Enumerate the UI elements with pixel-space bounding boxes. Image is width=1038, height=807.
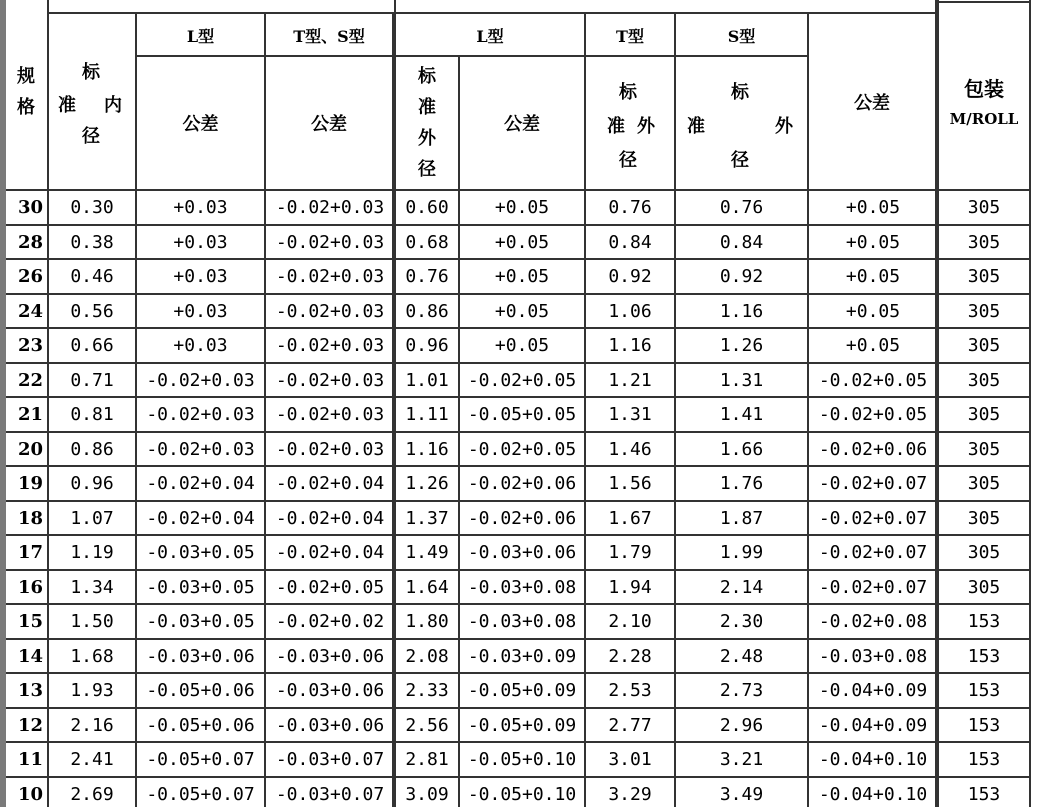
header-outer-s-char-2: 准: [687, 116, 705, 137]
table-cell: 1.46: [608, 438, 652, 460]
table-cell: 0.76: [405, 266, 449, 287]
table-cell: -0.02+0.03: [275, 335, 385, 356]
table-cell: 2.81: [405, 749, 449, 770]
header-packaging-unit: M/ROLL: [949, 109, 1019, 128]
table-cell: 0.38: [70, 231, 114, 253]
table-cell: -0.02+0.03: [275, 369, 385, 391]
table-cell: 3.21: [719, 749, 764, 770]
table-cell: 305: [967, 197, 1001, 218]
row-spec-cell: 19: [18, 473, 44, 494]
table-cell: -0.02+0.03: [275, 231, 385, 253]
table-cell: +0.05: [494, 266, 550, 287]
table-cell: -0.05+0.07: [146, 784, 255, 805]
table-cell: -0.02+0.03: [275, 438, 385, 460]
table-cell: -0.03+0.05: [146, 576, 255, 598]
header-s-type: S型: [727, 26, 756, 46]
table-cell: 2.73: [719, 680, 764, 701]
table-cell: 153: [967, 714, 1001, 736]
table-cell: 2.30: [719, 611, 764, 632]
table-cell: 305: [967, 335, 1001, 356]
row-spec-cell: 24: [18, 300, 44, 322]
table-cell: 1.93: [70, 680, 114, 701]
header-outer-l-char-4: 径: [418, 159, 436, 180]
row-spec-cell: 15: [18, 611, 44, 632]
table-cell: -0.05+0.06: [146, 680, 255, 701]
table-cell: -0.02+0.03: [275, 266, 385, 287]
table-cell: 2.16: [70, 714, 114, 736]
table-cell: 305: [967, 369, 1001, 391]
table-cell: 0.92: [719, 266, 764, 287]
table-cell: 1.07: [70, 507, 114, 529]
table-cell: 153: [967, 680, 1001, 701]
table-cell: 1.56: [608, 473, 652, 494]
header-outer-t-char-4: 径: [619, 150, 637, 171]
table-cell: +0.05: [494, 335, 550, 356]
header-t-s-type: T型、S型: [293, 26, 365, 46]
row-spec-cell: 26: [18, 266, 44, 287]
header-inner-diameter: [48, 56, 136, 156]
table-cell: 1.99: [719, 542, 764, 563]
table-cell: 1.34: [70, 576, 114, 598]
header-outer-s-char-1: 标: [731, 82, 749, 103]
table-cell: 305: [967, 542, 1001, 563]
table-cell: -0.02+0.06: [467, 507, 577, 529]
table-cell: 0.92: [608, 266, 652, 287]
table-cell: 1.06: [608, 300, 652, 322]
table-cell: 1.79: [608, 542, 652, 563]
row-spec-cell: 10: [18, 784, 44, 805]
table-cell: 2.08: [405, 645, 449, 667]
table-cell: 0.86: [405, 300, 449, 322]
table-cell: -0.04+0.09: [818, 680, 928, 701]
table-cell: -0.02+0.05: [818, 404, 928, 425]
header-outer-t-char-1: 标: [619, 82, 637, 103]
header-tolerance-3: 公差: [504, 114, 540, 135]
table-cell: 3.29: [608, 784, 652, 805]
row-spec-cell: 11: [18, 749, 44, 770]
table-cell: 153: [967, 784, 1001, 805]
row-spec-cell: 23: [18, 335, 44, 356]
header-outer-diameter-l: [395, 58, 459, 188]
table-cell: 2.14: [719, 576, 764, 598]
row-spec-cell: 20: [18, 438, 44, 460]
table-cell: 2.77: [608, 714, 652, 736]
header-inner-char-3: 内: [104, 95, 122, 116]
table-cell: 2.28: [608, 645, 652, 667]
table-cell: 153: [967, 611, 1001, 632]
header-l-type-outer: L型: [476, 26, 504, 46]
row-spec-cell: 30: [18, 197, 44, 218]
table-cell: 1.21: [608, 369, 652, 391]
table-cell: -0.02+0.06: [467, 473, 577, 494]
header-outer-s-char-3: 外: [775, 116, 793, 137]
table-cell: 305: [967, 576, 1001, 598]
table-cell: 1.49: [405, 542, 449, 563]
header-spec: [6, 30, 46, 154]
table-cell: -0.04+0.10: [818, 749, 928, 770]
table-cell: +0.05: [845, 300, 901, 322]
header-outer-t-char-2: 准: [607, 116, 625, 137]
table-cell: -0.03+0.06: [275, 645, 385, 667]
header-packaging-label: 包装: [964, 76, 1004, 101]
table-cell: -0.03+0.08: [467, 611, 577, 632]
table-cell: 1.67: [608, 507, 652, 529]
header-outer-t-char-3: 外: [637, 116, 655, 137]
table-cell: -0.02+0.05: [467, 369, 577, 391]
table-cell: 2.33: [405, 680, 449, 701]
table-cell: -0.02+0.03: [146, 369, 255, 391]
table-cell: -0.02+0.02: [275, 611, 385, 632]
table-cell: -0.02+0.03: [275, 404, 385, 425]
table-cell: 0.76: [719, 197, 764, 218]
table-cell: -0.02+0.07: [818, 542, 928, 563]
header-tolerance-4: 公差: [854, 93, 890, 114]
table-cell: 2.56: [405, 714, 449, 736]
table-cell: -0.02+0.03: [146, 438, 255, 460]
table-cell: -0.05+0.06: [146, 714, 255, 736]
table-cell: +0.05: [845, 197, 901, 218]
table-cell: 305: [967, 473, 1001, 494]
table-cell: 1.94: [608, 576, 652, 598]
table-cell: 305: [967, 438, 1001, 460]
table-cell: -0.03+0.09: [467, 645, 577, 667]
header-spec-char-1: 规: [17, 66, 35, 87]
row-spec-cell: 12: [18, 714, 44, 736]
row-spec-cell: 13: [18, 680, 44, 701]
table-cell: -0.02+0.05: [467, 438, 577, 460]
table-cell: -0.02+0.07: [818, 473, 928, 494]
table-cell: -0.02+0.04: [146, 473, 255, 494]
table-cell: -0.03+0.05: [146, 542, 255, 563]
table-cell: -0.05+0.09: [467, 680, 577, 701]
table-cell: 2.41: [70, 749, 114, 770]
table-cell: -0.05+0.10: [467, 749, 577, 770]
table-cell: 1.31: [719, 369, 764, 391]
table-cell: +0.03: [173, 300, 228, 322]
table-cell: +0.05: [845, 266, 901, 287]
table-cell: 1.31: [608, 404, 652, 425]
row-spec-cell: 28: [18, 231, 44, 253]
table-cell: 1.37: [405, 507, 449, 529]
table-cell: 153: [967, 749, 1001, 770]
table-cell: 0.46: [70, 266, 114, 287]
table-cell: -0.02+0.03: [275, 300, 385, 322]
table-cell: +0.05: [845, 335, 901, 356]
table-cell: 2.69: [70, 784, 114, 805]
table-cell: 0.71: [70, 369, 114, 391]
table-cell: 0.68: [405, 231, 449, 253]
table-cell: +0.03: [173, 197, 228, 218]
table-cell: 1.01: [405, 369, 449, 391]
table-cell: 1.16: [405, 438, 449, 460]
row-spec-cell: 16: [18, 576, 44, 598]
table-cell: 2.10: [608, 611, 652, 632]
table-cell: -0.02+0.04: [146, 507, 255, 529]
table-cell: 1.76: [719, 473, 764, 494]
table-cell: 305: [967, 266, 1001, 287]
row-spec-cell: 18: [18, 507, 44, 529]
table-cell: +0.03: [173, 335, 228, 356]
table-cell: -0.05+0.05: [467, 404, 577, 425]
table-cell: 2.96: [719, 714, 764, 736]
table-cell: -0.03+0.06: [275, 714, 385, 736]
table-cell: 1.26: [405, 473, 449, 494]
table-cell: 1.41: [719, 404, 764, 425]
table-cell: 1.50: [70, 611, 114, 632]
table-cell: +0.05: [494, 300, 550, 322]
table-cell: -0.03+0.07: [275, 749, 385, 770]
table-cell: 305: [967, 507, 1001, 529]
table-cell: +0.03: [173, 231, 228, 253]
table-cell: -0.02+0.04: [275, 473, 385, 494]
table-cell: +0.05: [845, 231, 901, 253]
table-cell: -0.02+0.07: [818, 576, 928, 598]
table-cell: 3.09: [405, 784, 449, 805]
table-cell: -0.03+0.06: [275, 680, 385, 701]
table-cell: -0.03+0.08: [818, 645, 928, 667]
row-spec-cell: 21: [18, 404, 44, 425]
header-tolerance-1: 公差: [182, 114, 219, 135]
table-cell: 1.66: [719, 438, 764, 460]
table-cell: 1.68: [70, 645, 114, 667]
table-cell: -0.05+0.10: [467, 784, 577, 805]
table-cell: -0.02+0.03: [146, 404, 255, 425]
table-cell: -0.02+0.05: [275, 576, 385, 598]
table-cell: 1.80: [405, 611, 449, 632]
row-spec-cell: 14: [18, 645, 44, 667]
table-cell: 305: [967, 404, 1001, 425]
table-cell: 1.87: [719, 507, 764, 529]
header-outer-l-char-3: 外: [418, 128, 436, 149]
table-cell: 2.48: [719, 645, 764, 667]
table-cell: 3.49: [719, 784, 764, 805]
table-cell: -0.02+0.04: [275, 542, 385, 563]
header-outer-diameter-t: [585, 56, 675, 190]
header-tolerance-2: 公差: [311, 114, 347, 135]
table-cell: 0.76: [608, 197, 652, 218]
table-cell: -0.04+0.10: [818, 784, 928, 805]
table-cell: +0.03: [173, 266, 228, 287]
table-cell: 0.60: [405, 197, 449, 218]
header-packaging: [938, 10, 1030, 190]
table-cell: 3.01: [608, 749, 652, 770]
table-cell: 2.53: [608, 680, 652, 701]
table-cell: 1.64: [405, 576, 449, 598]
table-cell: 1.11: [405, 404, 449, 425]
table-cell: -0.02+0.07: [818, 507, 928, 529]
table-cell: 1.16: [608, 335, 652, 356]
table-cell: -0.03+0.05: [146, 611, 255, 632]
table-cell: 1.19: [70, 542, 114, 563]
table-cell: 1.16: [719, 300, 764, 322]
table-cell: -0.02+0.03: [275, 197, 385, 218]
table-cell: 0.66: [70, 335, 114, 356]
table-cell: 0.56: [70, 300, 114, 322]
table-cell: -0.02+0.06: [818, 438, 928, 460]
header-outer-diameter-s: [675, 56, 808, 190]
table-cell: -0.02+0.05: [818, 369, 928, 391]
table-cell: -0.03+0.08: [467, 576, 577, 598]
row-spec-cell: 22: [18, 369, 44, 391]
table-cell: 0.86: [70, 438, 114, 460]
table-cell: -0.05+0.09: [467, 714, 577, 736]
header-outer-s-char-4: 径: [731, 150, 749, 171]
table-cell: -0.03+0.07: [275, 784, 385, 805]
row-spec-cell: 17: [18, 542, 44, 563]
table-cell: -0.02+0.04: [275, 507, 385, 529]
header-outer-l-char-1: 标: [418, 66, 436, 87]
table-cell: 0.96: [70, 473, 114, 494]
table-cell: -0.04+0.09: [818, 714, 928, 736]
header-spec-char-2: 格: [17, 97, 35, 118]
table-cell: +0.05: [494, 231, 550, 253]
table-cell: 0.96: [405, 335, 449, 356]
header-inner-char-1: 标: [82, 62, 100, 83]
table-cell: -0.03+0.06: [467, 542, 577, 563]
grid-line-h: [938, 1, 1030, 3]
table-cell: 0.81: [70, 404, 114, 425]
table-cell: 0.84: [608, 231, 652, 253]
table-cell: 0.30: [70, 197, 114, 218]
header-inner-char-2: 准: [58, 95, 76, 116]
header-outer-l-char-2: 准: [418, 97, 436, 118]
header-t-type: T型: [616, 26, 644, 46]
table-cell: -0.05+0.07: [146, 749, 255, 770]
table-cell: 0.84: [719, 231, 764, 253]
table-cell: -0.02+0.08: [818, 611, 928, 632]
table-cell: 153: [967, 645, 1001, 667]
table-cell: 305: [967, 300, 1001, 322]
table-cell: 1.26: [719, 335, 764, 356]
table-cell: -0.03+0.06: [146, 645, 255, 667]
header-inner-char-4: 径: [82, 126, 100, 147]
table-cell: +0.05: [494, 197, 550, 218]
table-cell: 305: [967, 231, 1001, 253]
header-l-type: L型: [186, 26, 215, 46]
